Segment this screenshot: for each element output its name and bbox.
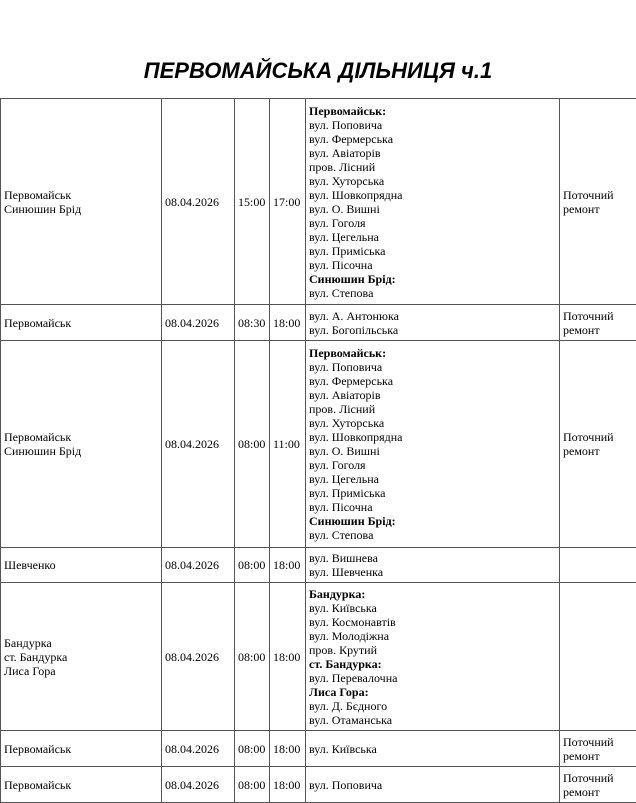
settlement-heading: Синюшин Брід: <box>309 514 556 528</box>
street-name: вул. Київська <box>309 601 556 615</box>
date-cell: 08.04.2026 <box>162 548 235 583</box>
date-cell: 08.04.2026 <box>162 305 235 341</box>
table-row <box>1 767 636 803</box>
street-name: вул. Поповича <box>309 118 556 132</box>
start-time-cell: 08:00 <box>235 767 270 803</box>
street-name: вул. Богопільська <box>309 323 556 337</box>
table-row <box>1 583 636 731</box>
start-time-cell: 08:30 <box>235 305 270 341</box>
streets-cell <box>306 731 560 767</box>
street-name: вул. Пісочна <box>309 500 556 514</box>
table-row <box>1 731 636 767</box>
street-name: вул. Авіаторів <box>309 388 556 402</box>
date-cell: 08.04.2026 <box>162 731 235 767</box>
streets-cell <box>306 548 560 583</box>
street-name: вул. Степова <box>309 528 556 542</box>
settlement-heading: Бандурка: <box>309 587 556 601</box>
street-name: вул. Шевченка <box>309 565 556 579</box>
settlement-name: Шевченко <box>4 558 158 572</box>
street-name: пров. Лісний <box>309 402 556 416</box>
end-time-cell: 18:00 <box>270 583 306 731</box>
date-cell: 08.04.2026 <box>162 583 235 731</box>
work-type-cell <box>560 305 636 341</box>
settlement-name: Синюшин Брід <box>4 202 158 216</box>
schedule-body <box>1 99 636 803</box>
work-type-cell <box>560 341 636 548</box>
date-cell: 08.04.2026 <box>162 99 235 305</box>
street-name: вул. Пісочна <box>309 258 556 272</box>
street-name: вул. Приміська <box>309 244 556 258</box>
street-name: вул. Приміська <box>309 486 556 500</box>
street-name: вул. Фермерська <box>309 132 556 146</box>
street-name: вул. Гоголя <box>309 458 556 472</box>
street-name: вул. А. Антонюка <box>309 309 556 323</box>
work-type-cell <box>560 767 636 803</box>
settlement-cell <box>1 583 162 731</box>
settlement-cell <box>1 767 162 803</box>
settlement-name: Синюшин Брід <box>4 444 158 458</box>
date-cell: 08.04.2026 <box>162 767 235 803</box>
work-type-text: ремонт <box>563 785 633 799</box>
work-type-text: Поточний <box>563 735 633 749</box>
street-name: вул. Молодіжна <box>309 629 556 643</box>
table-row <box>1 341 636 548</box>
end-time-cell: 18:00 <box>270 548 306 583</box>
work-type-text: ремонт <box>563 749 633 763</box>
settlement-heading: ст. Бандурка: <box>309 657 556 671</box>
start-time-cell: 08:00 <box>235 731 270 767</box>
start-time-cell: 08:00 <box>235 583 270 731</box>
end-time-cell: 11:00 <box>270 341 306 548</box>
settlement-cell <box>1 305 162 341</box>
start-time-cell: 08:00 <box>235 548 270 583</box>
streets-cell <box>306 305 560 341</box>
work-type-cell <box>560 583 636 731</box>
work-type-cell <box>560 731 636 767</box>
settlement-name: Первомайськ <box>4 778 158 792</box>
work-type-text: ремонт <box>563 323 633 337</box>
settlement-heading: Первомайськ: <box>309 104 556 118</box>
street-name: вул. Цегельна <box>309 230 556 244</box>
date-cell: 08.04.2026 <box>162 341 235 548</box>
settlement-name: Первомайськ <box>4 430 158 444</box>
street-name: вул. Вишнева <box>309 551 556 565</box>
work-type-text: Поточний <box>563 188 633 202</box>
street-name: вул. Шовкопрядна <box>309 188 556 202</box>
street-name: вул. Фермерська <box>309 374 556 388</box>
street-name: вул. О. Вишні <box>309 202 556 216</box>
street-name: вул. Д. Бєдного <box>309 699 556 713</box>
table-row <box>1 305 636 341</box>
end-time-cell: 18:00 <box>270 305 306 341</box>
work-type-text: ремонт <box>563 202 633 216</box>
settlement-name: ст. Бандурка <box>4 650 158 664</box>
settlement-heading: Первомайськ: <box>309 346 556 360</box>
settlement-name: Бандурка <box>4 636 158 650</box>
street-name: вул. Поповича <box>309 360 556 374</box>
end-time-cell: 18:00 <box>270 767 306 803</box>
settlement-name: Первомайськ <box>4 742 158 756</box>
street-name: вул. Авіаторів <box>309 146 556 160</box>
work-type-text: ремонт <box>563 444 633 458</box>
page-title: ПЕРВОМАЙСЬКА ДІЛЬНИЦЯ ч.1 <box>0 58 636 84</box>
street-name: вул. Хуторська <box>309 174 556 188</box>
work-type-text: Поточний <box>563 309 633 323</box>
settlement-cell <box>1 731 162 767</box>
start-time-cell: 15:00 <box>235 99 270 305</box>
street-name: вул. Степова <box>309 286 556 300</box>
work-type-cell <box>560 99 636 305</box>
street-name: вул. Космонавтів <box>309 615 556 629</box>
start-time-cell: 08:00 <box>235 341 270 548</box>
street-name: вул. Отаманська <box>309 713 556 727</box>
street-name: пров. Лісний <box>309 160 556 174</box>
end-time-cell: 18:00 <box>270 731 306 767</box>
settlement-name: Лиса Гора <box>4 664 158 678</box>
settlement-heading: Синюшин Брід: <box>309 272 556 286</box>
work-type-cell <box>560 548 636 583</box>
streets-cell <box>306 341 560 548</box>
streets-cell <box>306 767 560 803</box>
street-name: вул. Поповича <box>309 778 556 792</box>
settlement-cell <box>1 99 162 305</box>
streets-cell <box>306 99 560 305</box>
work-type-text: Поточний <box>563 430 633 444</box>
street-name: вул. Хуторська <box>309 416 556 430</box>
settlement-name: Первомайськ <box>4 188 158 202</box>
work-type-text: Поточний <box>563 771 633 785</box>
street-name: вул. О. Вишні <box>309 444 556 458</box>
street-name: вул. Гоголя <box>309 216 556 230</box>
settlement-cell <box>1 548 162 583</box>
settlement-heading: Лиса Гора: <box>309 685 556 699</box>
table-row <box>1 99 636 305</box>
street-name: вул. Київська <box>309 742 556 756</box>
settlement-name: Первомайськ <box>4 316 158 330</box>
outage-schedule-table <box>0 98 636 803</box>
end-time-cell: 17:00 <box>270 99 306 305</box>
streets-cell <box>306 583 560 731</box>
street-name: вул. Шовкопрядна <box>309 430 556 444</box>
street-name: пров. Крутий <box>309 643 556 657</box>
table-row <box>1 548 636 583</box>
street-name: вул. Перевалочна <box>309 671 556 685</box>
settlement-cell <box>1 341 162 548</box>
street-name: вул. Цегельна <box>309 472 556 486</box>
